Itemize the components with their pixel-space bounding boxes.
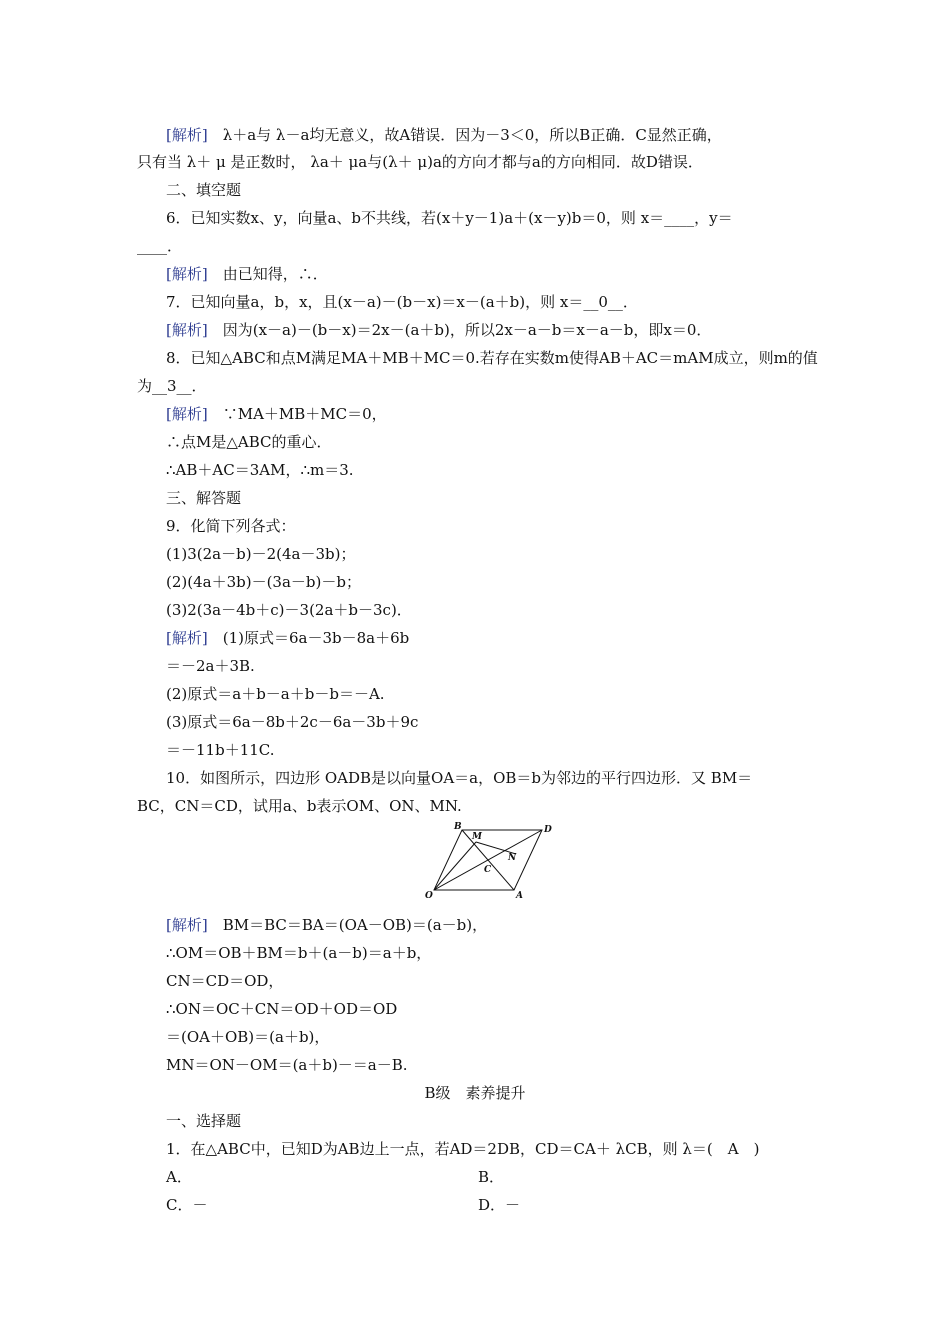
option-b: B． (478, 1168, 505, 1186)
section-heading-solve: 三、解答题 (166, 489, 242, 507)
label-a: A (516, 891, 523, 900)
option-c: C．－ (166, 1196, 208, 1214)
diagonal-ba (462, 830, 514, 890)
answer-9-3: (3)原式＝6a－8b＋2c－6a－3b＋9c (166, 713, 419, 731)
answer-9-1-result: ＝－2a＋3B. (166, 657, 255, 675)
section-heading-choice: 一、选择题 (166, 1112, 242, 1130)
option-a: A． (166, 1168, 192, 1186)
question-7: 7．已知向量a，b，x，且(x－a)－(b－x)＝x－(a＋b)，则 x＝__0__． (166, 293, 638, 311)
level-heading: B级 素养提升 (424, 1084, 526, 1102)
answer-8-line2: ∴点M是△ABC的重心． (166, 433, 332, 451)
question-9: 9．化简下列各式： (166, 517, 296, 535)
answer-8: [解析] ∵MA＋MB＋MC＝0， (166, 405, 387, 423)
label-d: D (544, 825, 552, 835)
question-9-2: (2)(4a＋3b)－(3a－b)－b； (166, 573, 361, 591)
answer-10: [解析] BM＝BC＝BA＝(OA－OB)＝(a－b)， (166, 916, 488, 934)
answer-9-3-result: ＝－11b＋11C. (166, 741, 275, 759)
answer-10-mn: MN＝ON－OM＝(a＋b)－＝a－B. (166, 1056, 408, 1074)
answer-8-line3: ∴AB＋AC＝3AM，∴m＝3. (166, 461, 354, 479)
question-8: 8．已知△ABC和点M满足MA＋MB＋MC＝0.若存在实数m使得AB＋AC＝mAM成立，则m的值 (166, 349, 818, 367)
label-b: B (454, 822, 462, 832)
section-heading-fill-in: 二、填空题 (166, 181, 242, 199)
answer-10-cn: CN＝CD＝OD， (166, 972, 284, 990)
answer-10-on: ∴ON＝OC＋CN＝OD＋OD＝OD (166, 1000, 398, 1018)
label-o: O (425, 891, 433, 900)
answer-9-1: [解析] (1)原式＝6a－3b－8a＋6b (166, 629, 410, 647)
segment-om (434, 842, 476, 890)
question-9-3: (3)2(3a－4b＋c)－3(2a＋b－3c)． (166, 601, 412, 619)
question-6-cont: ____． (137, 237, 183, 255)
answer-6: [解析] 由已知得，∴． (166, 265, 328, 283)
line-p1b: 只有当 λ＋ μ 是正数时， λa＋ μa与(λ＋ μ)a的方向才都与a的方向相同．故D错误． (137, 153, 703, 171)
parallelogram-figure (424, 822, 554, 900)
line-p1a: [解析] λ＋a与 λ－a均无意义，故A错误．因为－3＜0，所以B正确．C显然正确， (166, 126, 722, 144)
answer-7: [解析] 因为(x－a)－(b－x)＝2x－(a＋b)，所以2x－a－b＝x－a－b，即x＝0． (166, 321, 712, 339)
label-n: N (508, 853, 517, 863)
question-6: 6．已知实数x、y，向量a、b不共线，若(x＋y－1)a＋(x－y)b＝0，则 x＝____，y＝ (166, 209, 733, 227)
question-10: 10．如图所示，四边形 OADB是以向量OA＝a，OB＝b为邻边的平行四边形．又 BM＝ (166, 769, 753, 787)
option-d: D．－ (478, 1196, 521, 1214)
answer-9-2: (2)原式＝a＋b－a＋b－b＝－A. (166, 685, 385, 703)
question-10-cont: BC，CN＝CD，试用a、b表示OM、ON、MN. (137, 797, 462, 815)
question-b1: 1．在△ABC中，已知D为AB边上一点，若AD＝2DB，CD＝CA＋ λCB，则 λ＝( A ) (166, 1140, 760, 1158)
question-8-cont: 为__3__． (137, 377, 207, 395)
answer-10-om: ∴OM＝OB＋BM＝b＋(a－b)＝a＋b， (166, 944, 432, 962)
label-c: C (484, 865, 492, 875)
question-9-1: (1)3(2a－b)－2(4a－3b)； (166, 545, 356, 563)
answer-10-on-result: ＝(OA＋OB)＝(a＋b)， (166, 1028, 330, 1046)
label-m: M (472, 832, 482, 842)
